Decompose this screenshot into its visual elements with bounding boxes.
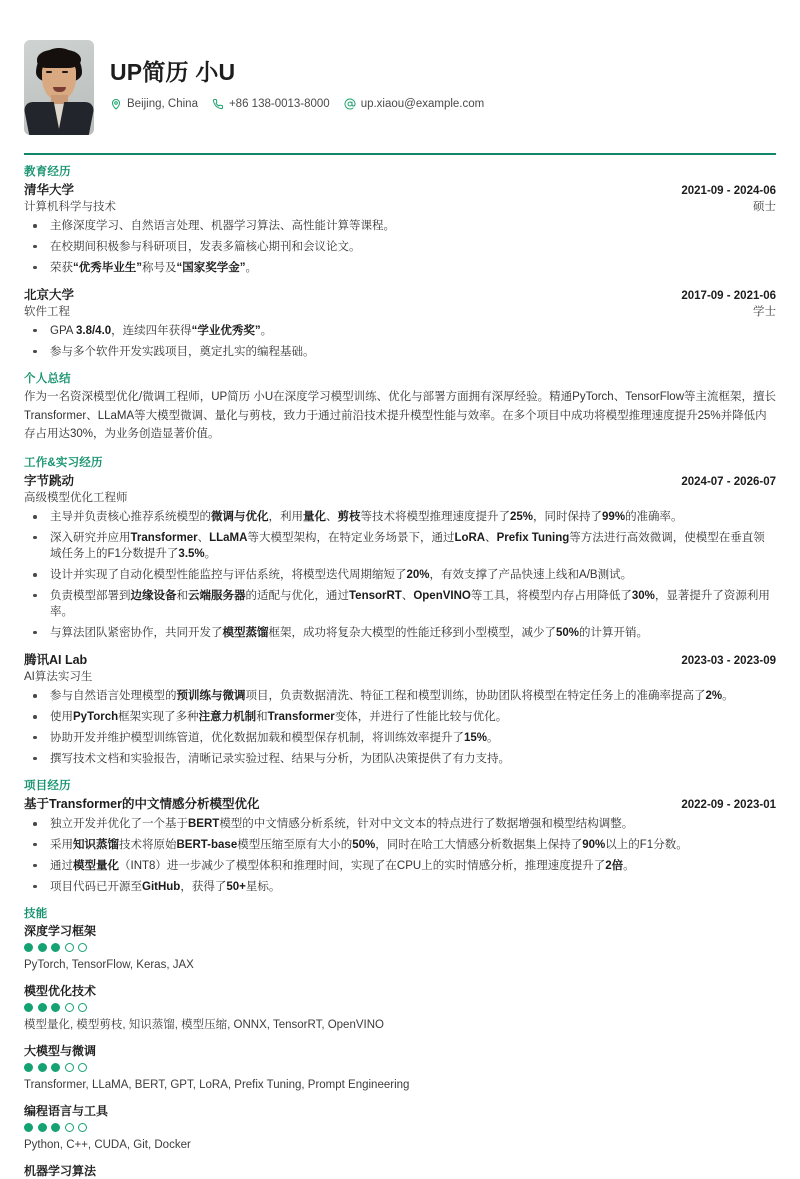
bullet-item: 深入研究并应用Transformer、LLaMA等大模型架构，在特定业务场景下，通过LoRA、Prefix Tuning等方法进行高效微调，使模型在垂直领域任务上的F1分数提升了3.5%。 <box>24 530 776 563</box>
bullet-item: 设计并实现了自动化模型性能监控与评估系统，将模型迭代周期缩短了20%，有效支撑了产品快速上线和A/B测试。 <box>24 567 776 583</box>
project-entry <box>24 794 776 895</box>
section-summary <box>24 370 776 444</box>
contact-phone[interactable] <box>212 98 330 110</box>
skill-name: 机器学习算法 <box>24 1164 97 1179</box>
rating-dot <box>51 943 60 952</box>
bullet-item: 项目代码已开源至GitHub，获得了50+星标。 <box>24 879 776 895</box>
work-bullets <box>24 688 776 767</box>
skill-entry <box>24 1042 776 1093</box>
rating-dot <box>51 1063 60 1072</box>
section-title-projects: 项目经历 <box>24 780 71 793</box>
work-entry <box>24 650 776 767</box>
bullet-item: 撰写技术文档和实验报告，清晰记录实验过程、结果与分析，为团队决策提供了有力支持。 <box>24 751 776 767</box>
rating-dot <box>51 1123 60 1132</box>
rating-dot <box>78 943 87 952</box>
education-entry <box>24 285 776 360</box>
bullet-item: GPA 3.8/4.0，连续四年获得“学业优秀奖”。 <box>24 323 776 339</box>
bullet-item: 主修深度学习、自然语言处理、机器学习算法、高性能计算等课程。 <box>24 218 776 234</box>
rating-dot <box>65 1003 74 1012</box>
section-work <box>24 454 776 767</box>
work-date: 2024-07 - 2026-07 <box>681 476 776 489</box>
education-date: 2017-09 - 2021-06 <box>681 289 776 302</box>
work-role: 高级模型优化工程师 <box>24 492 128 505</box>
rating-dot <box>24 1123 33 1132</box>
education-bullets <box>24 323 776 360</box>
section-title-education: 教育经历 <box>24 166 71 178</box>
skill-entry <box>24 922 776 973</box>
profile-photo <box>24 40 94 135</box>
work-role: AI算法实习生 <box>24 671 93 684</box>
contact-email[interactable] <box>344 98 485 110</box>
bullet-item: 负责模型部署到边缘设备和云端服务器的适配与优化，通过TensorRT、OpenVINO等工具，将模型内存占用降低了30%，显著提升了资源利用率。 <box>24 588 776 621</box>
contact-location-text: Beijing, China <box>127 98 198 110</box>
section-skills <box>24 905 776 1179</box>
skill-rating <box>24 1123 776 1132</box>
skill-entry <box>24 982 776 1033</box>
skill-items: 模型量化, 模型剪枝, 知识蒸馏, 模型压缩, ONNX, TensorRT, OpenVINO <box>24 1019 384 1032</box>
work-date: 2023-03 - 2023-09 <box>681 655 776 668</box>
education-school: 北京大学 <box>24 287 75 302</box>
rating-dot <box>78 1003 87 1012</box>
resume-header <box>24 26 776 151</box>
bullet-item: 通过模型量化（INT8）进一步减少了模型体积和推理时间，实现了在CPU上的实时情感分析，推理速度提升了2倍。 <box>24 858 776 874</box>
skill-name: 编程语言与工具 <box>24 1104 109 1119</box>
rating-dot <box>78 1123 87 1132</box>
summary-text: 作为一名资深模型优化/微调工程师，UP简历 小U在深度学习模型训练、优化与部署方面拥有深厚经验。精通PyTorch、TensorFlow等主流框架，擅长Transformer、LLaMA等大模型微调、量化与剪枝，致力于通过前沿技术提升模型性能与效率。在多个项目中成功将模型推理速度提升25%并降低内存占用达30%，为业务创造显著价值。 <box>24 391 777 441</box>
bullet-item: 与算法团队紧密协作，共同开发了模型蒸馏框架，成功将复杂大模型的性能迁移到小型模型，减少了50%的计算开销。 <box>24 625 776 641</box>
skill-entry <box>24 1102 776 1153</box>
skill-items: PyTorch, TensorFlow, Keras, JAX <box>24 958 194 971</box>
rating-dot <box>38 943 47 952</box>
education-degree: 硕士 <box>753 201 776 213</box>
contact-location <box>110 98 198 110</box>
education-degree: 学士 <box>753 305 776 318</box>
bullet-item: 主导并负责核心推荐系统模型的微调与优化，利用量化、剪枝等技术将模型推理速度提升了25%，同时保持了99%的准确率。 <box>24 509 776 525</box>
section-title-summary: 个人总结 <box>24 373 71 386</box>
rating-dot <box>24 1003 33 1012</box>
project-date: 2022-09 - 2023-01 <box>681 799 776 812</box>
section-title-work: 工作&实习经历 <box>24 457 103 470</box>
rating-dot <box>65 1063 74 1072</box>
bullet-item: 使用PyTorch框架实现了多种注意力机制和Transformer变体，并进行了性能比较与优化。 <box>24 709 776 725</box>
education-school: 清华大学 <box>24 183 75 197</box>
contact-email-text: up.xiaou@example.com <box>360 98 485 110</box>
work-entry <box>24 471 776 641</box>
header-divider <box>24 153 776 155</box>
work-company: 字节跳动 <box>24 474 75 489</box>
skill-name: 大模型与微调 <box>24 1044 97 1059</box>
rating-dot <box>51 1003 60 1012</box>
project-name: 基于Transformer的中文情感分析模型优化 <box>24 797 260 812</box>
bullet-item: 在校期间积极参与科研项目，发表多篇核心期刊和会议论文。 <box>24 239 776 255</box>
education-date: 2021-09 - 2024-06 <box>681 185 776 197</box>
skill-name: 模型优化技术 <box>24 984 97 999</box>
rating-dot <box>78 1063 87 1072</box>
education-entry <box>24 180 776 276</box>
bullet-item: 协助开发并维护模型训练管道，优化数据加载和模型保存机制，将训练效率提升了15%。 <box>24 730 776 746</box>
skill-rating <box>24 1063 776 1072</box>
project-bullets <box>24 816 776 895</box>
rating-dot <box>38 1123 47 1132</box>
work-company: 腾讯AI Lab <box>24 653 88 668</box>
section-projects <box>24 777 776 895</box>
education-bullets <box>24 218 776 276</box>
rating-dot <box>65 943 74 952</box>
bullet-item: 荣获“优秀毕业生”称号及“国家奖学金”。 <box>24 260 776 276</box>
bullet-item: 独立开发并优化了一个基于BERT模型的中文情感分析系统，针对中文文本的特点进行了数据增强和模型结构调整。 <box>24 816 776 832</box>
candidate-name: UP简历 小U <box>110 59 236 85</box>
rating-dot <box>38 1003 47 1012</box>
contact-phone-text: +86 138-0013-8000 <box>228 98 330 110</box>
location-pin-icon <box>110 98 122 110</box>
section-title-skills: 技能 <box>24 907 48 920</box>
email-at-icon <box>344 98 356 110</box>
skill-items: Python, C++, CUDA, Git, Docker <box>24 1139 191 1152</box>
bullet-item: 参与自然语言处理模型的预训练与微调项目，负责数据清洗、特征工程和模型训练，协助团队将模型在特定任务上的准确率提高了2%。 <box>24 688 776 704</box>
rating-dot <box>24 943 33 952</box>
bullet-item: 采用知识蒸馏技术将原始BERT-base模型压缩至原有大小的50%，同时在哈工大情感分析数据集上保持了90%以上的F1分数。 <box>24 837 776 853</box>
contact-list <box>110 98 484 110</box>
rating-dot <box>65 1123 74 1132</box>
skill-rating <box>24 943 776 952</box>
education-major: 软件工程 <box>24 305 70 318</box>
skill-rating <box>24 1003 776 1012</box>
rating-dot <box>38 1063 47 1072</box>
rating-dot <box>24 1063 33 1072</box>
work-bullets <box>24 509 776 641</box>
phone-icon <box>212 98 224 110</box>
skill-name: 深度学习框架 <box>24 923 97 938</box>
bullet-item: 参与多个软件开发实践项目，奠定扎实的编程基础。 <box>24 344 776 360</box>
skill-entry <box>24 1162 776 1179</box>
education-major: 计算机科学与技术 <box>24 201 116 213</box>
skill-items: Transformer, LLaMA, BERT, GPT, LoRA, Prefix Tuning, Prompt Engineering <box>24 1079 410 1092</box>
section-education <box>24 163 776 360</box>
